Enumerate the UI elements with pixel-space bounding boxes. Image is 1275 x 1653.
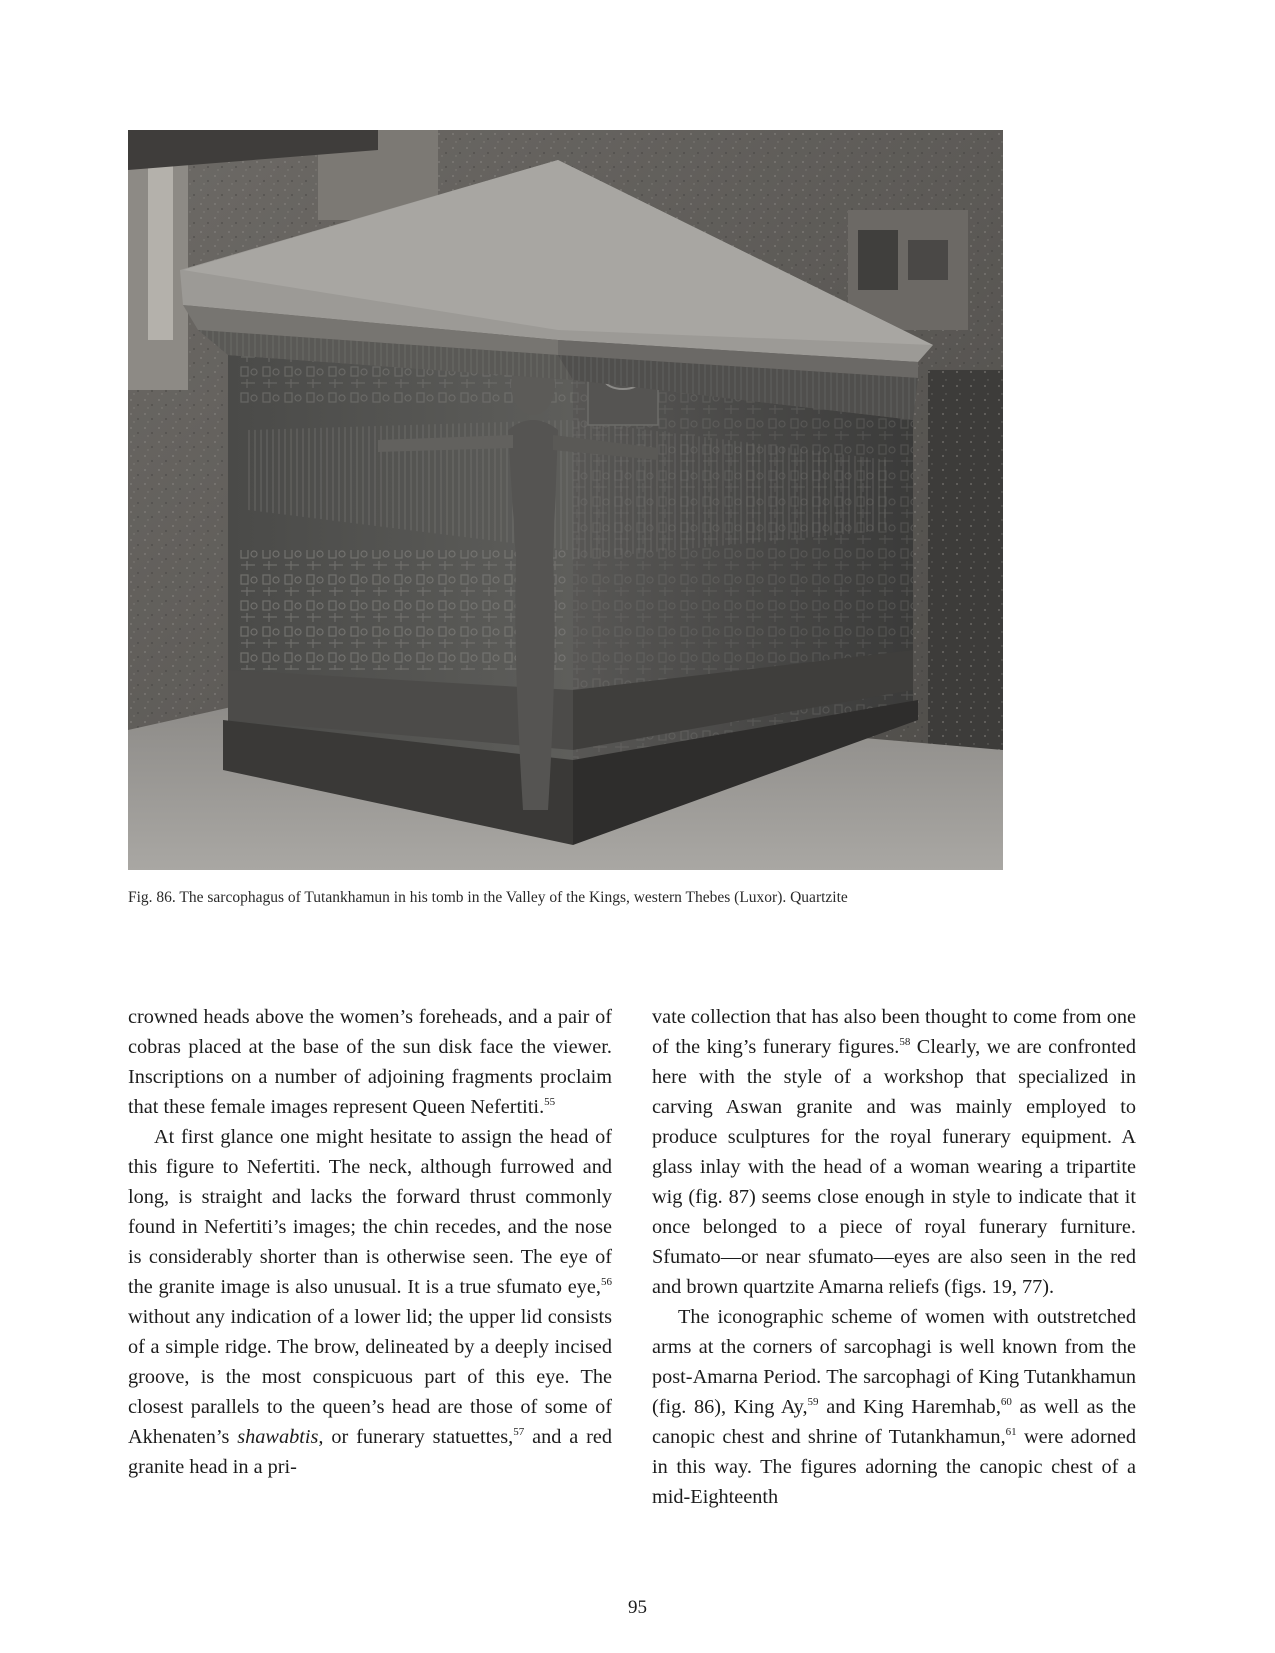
text-run: were adorned in this way. The figures adorning the canopic chest of a mid-Eighteenth [652, 1426, 1136, 1508]
text-run: crowned heads above the women’s foreheads, and a pair of cobras placed at the base of the sun disk face the viewer. Inscriptions on a number of adjoining fragments proclaim that these female images represent Queen Nefertiti. [128, 1006, 612, 1118]
right-text-column [652, 1002, 1136, 1512]
footnote-marker: 60 [1000, 1396, 1012, 1409]
text-run: without any indication of a lower lid; the upper lid consists of a simple ridge. The brow, delineated by a deeply incised groove, is the most conspicuous part of this eye. The closest parallels to the queen’s head are those of some of Akhenaten’s [128, 1306, 612, 1448]
figure-caption: Fig. 86. The sarcophagus of Tutankhamun in his tomb in the Valley of the Kings, western Thebes (Luxor). Quartzite [128, 889, 848, 906]
text-run: or funerary statuettes, [323, 1426, 514, 1448]
text-run: and a red granite head in a pri- [128, 1426, 612, 1478]
footnote-marker: 57 [513, 1426, 525, 1439]
left-text-column [128, 1002, 612, 1482]
figure-photo [128, 130, 1003, 870]
italic-term: shawabtis, [237, 1426, 324, 1448]
text-run: and King Haremhab, [818, 1396, 1001, 1418]
text-run: as well as the canopic chest and shrine of Tutankhamun, [652, 1396, 1136, 1448]
footnote-marker: 61 [1005, 1426, 1017, 1439]
footnote-marker: 55 [544, 1096, 556, 1109]
text-run: vate collection that has also been thought to come from one of the king’s funerary figures. [652, 1006, 1136, 1058]
text-run: Clearly, we are confronted here with the style of a workshop that specialized in carving Aswan granite and was mainly employed to produce sculptures for the royal funerary equipment. A glass inlay with the head of a woman wearing a tripartite wig (fig. 87) seems close enough in style to indicate that it once belonged to a piece of royal funerary furniture. Sfumato—or near sfumato—eyes are also seen in the red and brown quartzite Amarna reliefs (figs. 19, 77). [652, 1036, 1136, 1298]
footnote-marker: 58 [899, 1036, 911, 1049]
paragraph [128, 1002, 612, 1122]
paragraph [128, 1122, 612, 1482]
sarcophagus-photo [128, 130, 1003, 870]
footnote-marker: 56 [601, 1276, 612, 1289]
text-run: At first glance one might hesitate to assign the head of this figure to Nefertiti. The neck, although furrowed and long, is straight and lacks the forward thrust commonly found in Nefertiti’s images; the chin recedes, and the nose is considerably shorter than is otherwise seen. The eye of the granite image is also unusual. It is a true sfumato eye, [128, 1126, 612, 1298]
paragraph [652, 1302, 1136, 1512]
footnote-marker: 59 [807, 1396, 819, 1409]
page-number: 95 [628, 1597, 647, 1618]
paragraph [652, 1002, 1136, 1302]
text-run: The iconographic scheme of women with outstretched arms at the corners of sarcophagi is well known from the post-Amarna Period. The sarcophagi of King Tutankhamun (fig. 86), King Ay, [652, 1306, 1136, 1418]
